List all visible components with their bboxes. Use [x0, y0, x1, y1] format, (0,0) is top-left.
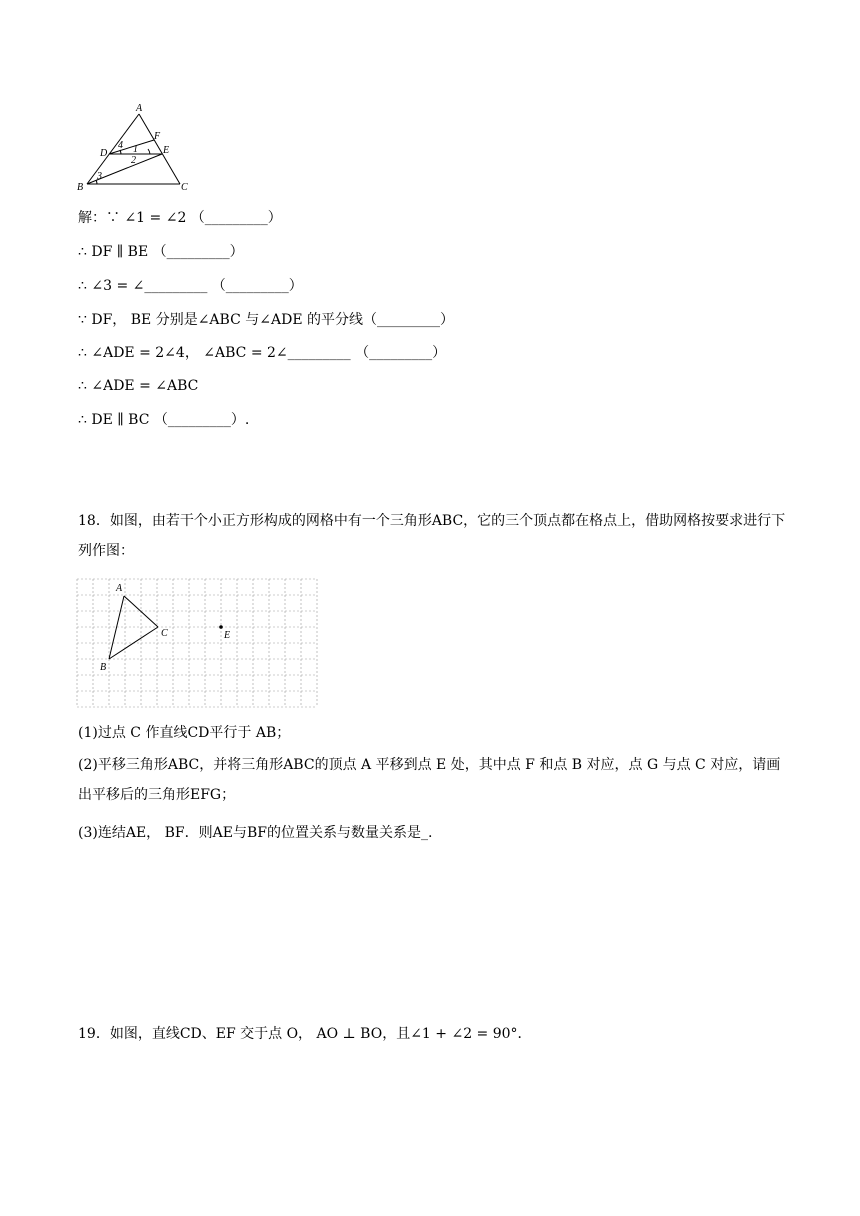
- proof-line-4: ∵ DF， BE 分别是∠ABC 与∠ADE 的平分线（_________）: [78, 312, 454, 328]
- label-b: B: [77, 182, 84, 193]
- point-e: [219, 625, 223, 629]
- label-a: A: [136, 103, 143, 114]
- label-f: F: [154, 131, 161, 142]
- proof-line-6: ∴ ∠ADE = ∠ABC: [78, 378, 199, 394]
- grid-label-e: E: [224, 630, 231, 641]
- label-1: 1: [133, 144, 138, 155]
- label-e: E: [163, 145, 170, 156]
- q19-text: 19．如图，直线CD、EF 交于点 O， AO ⊥ BO，且∠1 + ∠2 = 90°．: [78, 1026, 532, 1042]
- proof-line-1: 解：∵ ∠1 = ∠2 （_________）: [78, 210, 282, 226]
- label-c: C: [181, 182, 188, 193]
- label-3: 3: [97, 171, 102, 182]
- q18-part-3: (3)连结AE， BF．则AE与BF的位置关系与数量关系是_.: [78, 825, 433, 841]
- label-2: 2: [131, 155, 136, 166]
- grid-figure: [76, 578, 320, 708]
- grid-label-b: B: [100, 662, 107, 673]
- proof-line-3: ∴ ∠3 = ∠_________ （_________）: [78, 278, 303, 294]
- label-d: D: [100, 148, 108, 159]
- grid-label-a: A: [116, 583, 123, 594]
- label-4: 4: [118, 140, 123, 151]
- grid-label-c: C: [161, 628, 168, 639]
- triangle-figure: [72, 100, 197, 195]
- proof-line-2: ∴ DF ∥ BE （_________）: [78, 244, 244, 260]
- q18-part-2: (2)平移三角形ABC，并将三角形ABC的顶点 A 平移到点 E 处，其中点 F 和点 B 对应，点 G 与点 C 对应，请画出平移后的三角形EFG；: [78, 757, 781, 803]
- proof-line-5: ∴ ∠ADE = 2∠4， ∠ABC = 2∠_________ （_________）: [78, 345, 447, 361]
- q18-part-1: (1)过点 C 作直线CD平行于 AB；: [78, 725, 291, 741]
- q18-intro: 18．如图，由若干个小正方形构成的网格中有一个三角形ABC，它的三个顶点都在格点上，借助网格按要求进行下列作图：: [78, 513, 786, 559]
- proof-line-7: ∴ DE ∥ BC （_________）.: [78, 412, 250, 428]
